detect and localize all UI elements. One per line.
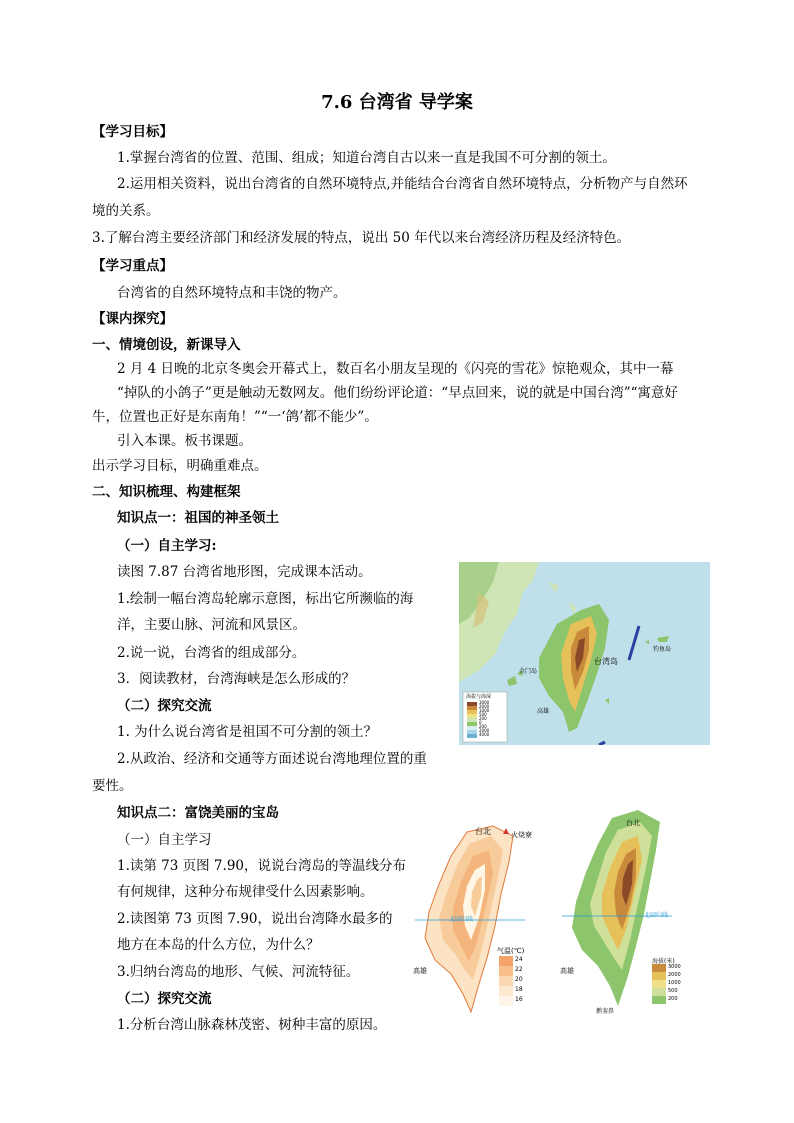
intro-line-1: 2 月 4 日晚的北京冬奥会开幕式上，数百名小朋友呈现的《闪亮的雪花》惊艳观众，其中一幕 bbox=[117, 361, 674, 377]
read-instruction: 读图 7.87 台湾省地形图，完成课本活动。 bbox=[117, 564, 372, 580]
cape-label: 鹅銮鼻 bbox=[596, 1008, 615, 1015]
exchange-1-heading: （二）探究交流 bbox=[117, 698, 212, 714]
exchange-2-heading: （二）探究交流 bbox=[117, 991, 212, 1007]
temperature-legend-value: 18 bbox=[515, 986, 523, 993]
reading-1-line2: 有何规律，这种分布规律受什么因素影响。 bbox=[117, 884, 374, 900]
question-2: 2.说一说，台湾省的组成部分。 bbox=[117, 645, 306, 661]
self-study-2-heading: （一）自主学习 bbox=[117, 832, 212, 848]
elevation-legend-title: 海拔(米) bbox=[652, 958, 675, 965]
focus-text: 台湾省的自然环境特点和丰饶的物产。 bbox=[117, 285, 347, 301]
temperature-legend-value: 22 bbox=[515, 966, 523, 973]
taiwan-temperature-map bbox=[405, 822, 555, 1020]
intro-line-3: 牛，位置也正好是东南角！”“一‘鸽’都不能少”。 bbox=[92, 409, 378, 425]
map1-legend-values bbox=[479, 701, 503, 737]
question-1-line2: 洋，主要山脉、河流和风景区。 bbox=[117, 617, 306, 633]
map1-legend-value: 500 bbox=[479, 712, 487, 717]
elevation-legend-value: 1000 bbox=[668, 980, 681, 986]
knowledge-point-1: 知识点一：祖国的神圣领土 bbox=[117, 510, 279, 526]
question-3: 3．阅读教材，台湾海峡是怎么形成的？ bbox=[117, 671, 356, 687]
reading-3: 3.归纳台湾岛的地形、气候、河流特征。 bbox=[117, 964, 360, 980]
exchange-question-2-line2: 要性。 bbox=[92, 778, 133, 794]
taiwan-island-label: 台湾岛 bbox=[594, 657, 618, 666]
elevation-legend-values bbox=[668, 963, 681, 1003]
exchange-question-1: 1. 为什么说台湾省是祖国不可分割的领土？ bbox=[117, 724, 378, 740]
volcano-label: 火烧寮 bbox=[511, 831, 532, 839]
taiwan-elevation-map bbox=[556, 806, 698, 1016]
intro-line-5: 出示学习目标，明确重难点。 bbox=[92, 458, 268, 474]
page-title: 7.6 台湾省 导学案 bbox=[321, 92, 473, 113]
section-heading-goals: 【学习目标】 bbox=[92, 124, 173, 140]
map1-legend-value: 2000 bbox=[479, 704, 490, 709]
tropic-label-elev: 北回归线 bbox=[644, 912, 669, 919]
map1-legend-value: 2000 bbox=[479, 728, 490, 733]
part-1-heading: 一、情境创设，新课导入 bbox=[92, 337, 241, 353]
goal-3: 3.了解台湾主要经济部门和经济发展的特点，说出 50 年代以来台湾经济历程及经济特色。 bbox=[92, 230, 631, 246]
temperature-legend-values bbox=[515, 955, 523, 1005]
taiwan-terrain-map bbox=[459, 562, 710, 745]
reading-1-line1: 1.读第 73 页图 7.90，说说台湾岛的等温线分布 bbox=[117, 858, 406, 874]
temperature-legend-value: 20 bbox=[515, 976, 523, 983]
map1-legend-value: 200 bbox=[479, 724, 487, 729]
reading-2-line1: 2.读图第 73 页图 7.90，说出台湾降水最多的 bbox=[117, 911, 393, 927]
goal-2-line2: 境的关系。 bbox=[92, 203, 160, 219]
goal-1: 1.掌握台湾省的位置、范围、组成；知道台湾自古以来一直是我国不可分割的领土。 bbox=[117, 150, 616, 166]
exchange-2-question-1: 1.分析台湾山脉森林茂密、树种丰富的原因。 bbox=[117, 1017, 387, 1033]
elevation-legend-value: 200 bbox=[668, 996, 678, 1002]
section-heading-explore: 【课内探究】 bbox=[92, 311, 173, 327]
temperature-legend-value: 24 bbox=[515, 956, 523, 963]
elevation-legend-value: 3000 bbox=[668, 964, 681, 970]
part-2-heading: 二、知识梳理、构建框架 bbox=[92, 484, 241, 500]
question-1-line1: 1.绘制一幅台湾岛轮廓示意图，标出它所濒临的海 bbox=[117, 591, 414, 607]
goal-2-line1: 2.运用相关资料，说出台湾省的自然环境特点,并能结合台湾省自然环境特点，分析物产与自然环 bbox=[117, 176, 688, 192]
gaoxiong-label: 高雄 bbox=[537, 708, 550, 715]
jinmen-label: 金门岛 bbox=[519, 668, 538, 675]
temperature-legend-title: 气温(℃) bbox=[497, 947, 525, 955]
diaoyu-label: 钓鱼岛 bbox=[653, 646, 672, 653]
tropic-label-temp: 北回归线 bbox=[449, 916, 474, 923]
map1-legend-value: 3000 bbox=[479, 700, 490, 705]
gaoxiong-label-temp: 高雄 bbox=[413, 967, 427, 975]
exchange-question-2-line1: 2.从政治、经济和交通等方面述说台湾地理位置的重 bbox=[117, 751, 427, 767]
intro-line-4: 引入本课。板书课题。 bbox=[117, 433, 252, 449]
temperature-legend-value: 16 bbox=[515, 996, 523, 1003]
reading-2-line2: 地方在本岛的什么方位，为什么？ bbox=[117, 937, 320, 953]
elevation-legend-value: 2000 bbox=[668, 972, 681, 978]
taibei-label-elev: 台北 bbox=[626, 819, 640, 827]
map1-legend-value: 200 bbox=[479, 716, 487, 721]
map1-legend-value: 0 bbox=[479, 720, 482, 725]
map1-legend-value: 4000 bbox=[479, 732, 490, 737]
knowledge-point-2: 知识点二：富饶美丽的宝岛 bbox=[117, 805, 279, 821]
map1-legend-value: 1000 bbox=[479, 708, 490, 713]
gaoxiong-label-elev: 高雄 bbox=[560, 967, 574, 975]
self-study-1-heading: （一）自主学习: bbox=[117, 538, 217, 554]
elevation-legend-value: 500 bbox=[668, 988, 678, 994]
map1-legend-title: 海拔与海深 bbox=[466, 694, 492, 700]
intro-line-2: “掉队的小鸽子”更是触动无数网友。他们纷纷评论道：“早点回来，说的就是中国台湾”“寓意好 bbox=[117, 385, 679, 401]
section-heading-focus: 【学习重点】 bbox=[92, 258, 173, 274]
taibei-label-temp: 台北 bbox=[475, 827, 491, 836]
